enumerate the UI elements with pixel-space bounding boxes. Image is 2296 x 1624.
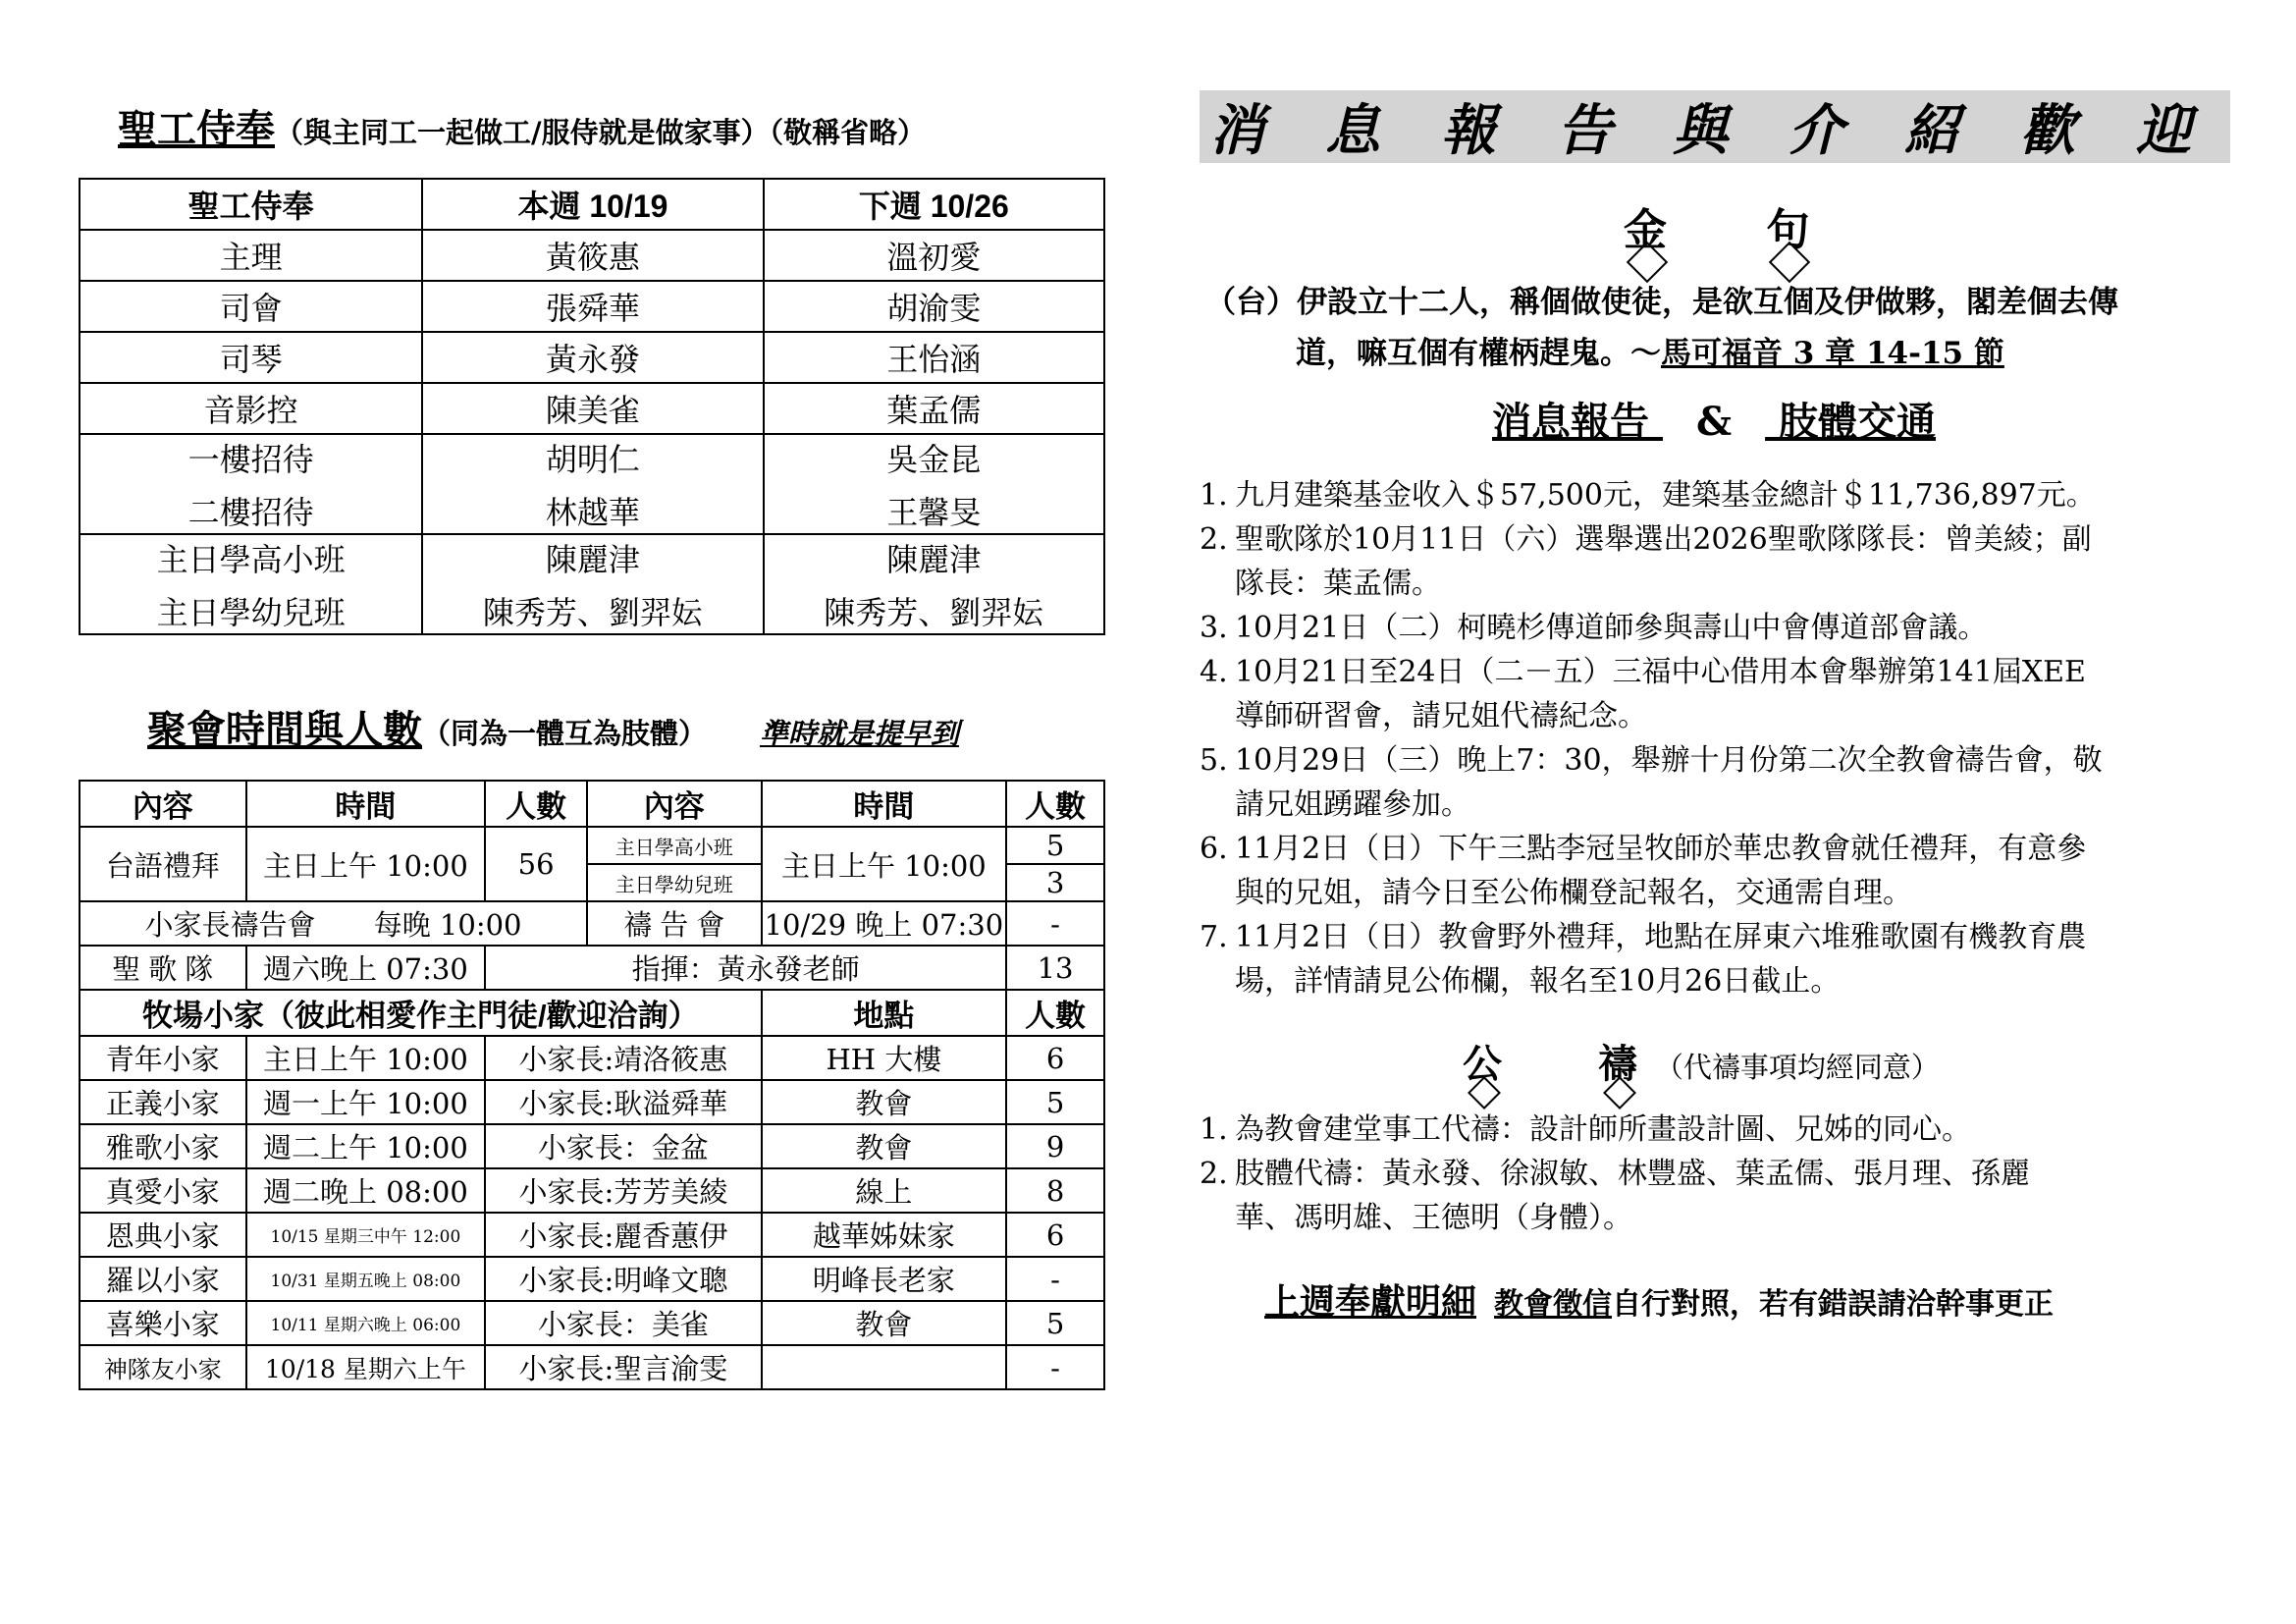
table-row — [80, 1080, 1104, 1124]
banner-char: 報 — [1441, 98, 1496, 163]
banner-char: 與 — [1673, 98, 1728, 163]
role-ss-high: 主日學高小班 — [156, 542, 346, 577]
this-week: 黃筱惠 — [422, 230, 763, 281]
table-row — [80, 827, 1104, 864]
item-line: 10月29日（三）晚上7：30，舉辦十月份第二次全教會禱告會，敬 — [1235, 743, 2103, 778]
group-place: 越華姊妹家 — [762, 1213, 1007, 1257]
role: 司會 — [80, 281, 422, 332]
choir-count: 13 — [1006, 946, 1104, 990]
group-time: 10/11 星期六晚上 06:00 — [246, 1301, 486, 1345]
news-list — [1200, 473, 2240, 1003]
group-name: 雅歌小家 — [80, 1124, 246, 1168]
table-row — [80, 1345, 1104, 1389]
group-time: 主日上午 10:00 — [246, 1036, 486, 1080]
item-number: 4. — [1200, 655, 1228, 689]
group-time: 10/15 星期三中午 12:00 — [246, 1213, 486, 1257]
this-week — [422, 434, 763, 534]
group-count: 5 — [1006, 1080, 1104, 1124]
group-leader: 小家長：美雀 — [485, 1301, 761, 1345]
group-name: 羅以小家 — [80, 1257, 246, 1301]
banner — [1200, 90, 2230, 163]
group-time: 10/18 星期六上午 — [246, 1345, 486, 1389]
group-place: 線上 — [762, 1168, 1007, 1213]
banner-char: 迎 — [2136, 98, 2191, 163]
next-1f: 吳金昆 — [886, 442, 982, 477]
item-line: 11月2日（日）教會野外禮拜，地點在屏東六堆雅歌園有機教育農 — [1235, 920, 2087, 954]
next-week: 溫初愛 — [764, 230, 1104, 281]
ministry-table — [79, 178, 1105, 635]
this-week: 陳美雀 — [422, 383, 763, 434]
col-content-2: 內容 — [587, 781, 762, 827]
banner-char: 告 — [1557, 98, 1612, 163]
table-row — [80, 1213, 1104, 1257]
list-item — [1200, 827, 2240, 915]
this-ss-high: 陳麗津 — [545, 542, 640, 577]
role — [80, 534, 422, 634]
next-week: 王怡涵 — [764, 332, 1104, 383]
next-week: 胡渝雯 — [764, 281, 1104, 332]
list-item — [1200, 1108, 2240, 1152]
role: 司琴 — [80, 332, 422, 383]
offering-rest: 自行對照，若有錯誤請洽幹事更正 — [1612, 1287, 2055, 1322]
col-time-2: 時間 — [762, 781, 1007, 827]
leaders-prayer-name: 小家長禱告會 — [144, 910, 316, 942]
prayer-meeting-count: - — [1006, 901, 1104, 946]
meetings-motto: 準時就是提早到 — [759, 717, 959, 750]
list-item — [1200, 738, 2240, 827]
group-count: 6 — [1006, 1036, 1104, 1080]
item-line: 請兄姐踴躍參加。 — [1235, 787, 1470, 822]
prayer-title-char: 禱 — [1598, 1033, 1637, 1089]
group-count: 8 — [1006, 1168, 1104, 1213]
next-ss-kids: 陳秀芳、劉羿妘 — [824, 595, 1044, 630]
taiwanese-count: 56 — [485, 827, 587, 901]
role-ss-kids: 主日學幼兒班 — [156, 595, 346, 630]
item-line: 導師研習會，請兄姐代禱紀念。 — [1235, 699, 1647, 733]
item-number: 2. — [1200, 522, 1228, 557]
prayer-meeting-time: 10/29 晚上 07:30 — [762, 901, 1007, 946]
next-week — [764, 434, 1104, 534]
this-week — [422, 534, 763, 634]
col-count-2: 人數 — [1006, 781, 1104, 827]
this-2f: 林越華 — [545, 495, 640, 530]
group-name: 恩典小家 — [80, 1213, 246, 1257]
table-row — [80, 1257, 1104, 1301]
list-item — [1200, 915, 2240, 1003]
item-line: 10月21日至24日（二－五）三福中心借用本會舉辦第141屆XEE — [1235, 655, 2086, 689]
group-leader: 小家長:芳芳美綾 — [485, 1168, 761, 1213]
table-row — [80, 383, 1104, 434]
groups-header-row — [80, 990, 1104, 1036]
leaders-prayer — [80, 901, 587, 946]
prayer-title — [1463, 1033, 1940, 1089]
col-role: 聖工侍奉 — [80, 179, 422, 230]
meetings-header-row — [80, 781, 1104, 827]
group-name: 神隊友小家 — [80, 1345, 246, 1389]
item-line: 與的兄姐，請今日至公佈欄登記報名，交通需自理。 — [1235, 876, 1912, 910]
item-line: 九月建築基金收入＄57,500元，建築基金總計＄11,736,897元。 — [1235, 478, 2096, 513]
item-number: 3. — [1200, 611, 1228, 645]
group-leader: 小家長:麗香蕙伊 — [485, 1213, 761, 1257]
groups-title: 牧場小家（彼此相愛作主門徒/歡迎洽詢） — [80, 990, 762, 1036]
ministry-title: 聖工侍奉 — [118, 106, 275, 152]
ministry-header-row — [80, 179, 1104, 230]
golden-verse-text — [1205, 277, 2118, 379]
next-2f: 王馨旻 — [886, 495, 982, 530]
group-place — [762, 1345, 1007, 1389]
news-title-amp: & — [1695, 399, 1733, 445]
table-row — [80, 1124, 1104, 1168]
next-week: 葉孟儒 — [764, 383, 1104, 434]
meetings-title: 聚會時間與人數 — [147, 707, 422, 753]
group-count: 5 — [1006, 1301, 1104, 1345]
this-ss-kids: 陳秀芳、劉羿妘 — [482, 595, 703, 630]
item-line: 聖歌隊於10月11日（六）選舉選出2026聖歌隊隊長：曾美綾；副 — [1235, 522, 2092, 557]
item-number: 7. — [1200, 920, 1228, 954]
group-count: 6 — [1006, 1213, 1104, 1257]
group-place: HH 大樓 — [762, 1036, 1007, 1080]
table-row — [80, 332, 1104, 383]
table-row — [80, 1168, 1104, 1213]
prayer-list — [1200, 1108, 2240, 1240]
group-count: - — [1006, 1257, 1104, 1301]
item-line: 11月2日（日）下午三點李冠呈牧師於華忠教會就任禮拜，有意參 — [1235, 832, 2087, 866]
list-item — [1200, 650, 2240, 738]
meetings-table — [79, 780, 1105, 1390]
ss-high-name: 主日學高小班 — [587, 827, 762, 864]
golden-verse-line-2-text: 道，嘛互個有權柄趕鬼。～ — [1296, 336, 1661, 371]
group-leader: 小家長：金盆 — [485, 1124, 761, 1168]
this-week: 黃永發 — [422, 332, 763, 383]
prayer-meeting: 禱 告 會 — [587, 901, 762, 946]
table-row — [80, 434, 1104, 534]
group-place: 教會 — [762, 1124, 1007, 1168]
group-count: - — [1006, 1345, 1104, 1389]
prayer-title-char: 公 — [1463, 1033, 1502, 1089]
group-time: 週二上午 10:00 — [246, 1124, 486, 1168]
col-time: 時間 — [246, 781, 486, 827]
group-name: 喜樂小家 — [80, 1301, 246, 1345]
offering-line — [1264, 1274, 2054, 1325]
choir-conductor: 指揮：黃永發老師 — [485, 946, 1006, 990]
item-line: 隊長：葉孟儒。 — [1235, 567, 1441, 601]
group-name: 青年小家 — [80, 1036, 246, 1080]
col-next-week: 下週 10/26 — [764, 179, 1104, 230]
prayer-note: （代禱事項均經同意） — [1654, 1051, 1940, 1084]
golden-verse-char: 金 — [1618, 194, 1673, 257]
banner-char: 消 — [1209, 98, 1264, 163]
golden-verse-title — [1618, 194, 1819, 257]
this-1f: 胡明仁 — [545, 442, 640, 477]
news-title-a: 消息報告 — [1492, 399, 1649, 445]
item-line: 10月21日（二）柯曉杉傳道師參與壽山中會傳道部會議。 — [1235, 611, 1988, 645]
next-week — [764, 534, 1104, 634]
choir: 聖 歌 隊 — [80, 946, 246, 990]
taiwanese-service: 台語禮拜 — [80, 827, 246, 901]
role-1f: 一樓招待 — [187, 442, 314, 477]
group-name: 正義小家 — [80, 1080, 246, 1124]
news-title — [1492, 391, 1936, 447]
item-line: 場，詳情請見公佈欄，報名至10月26日截止。 — [1235, 964, 1841, 999]
item-line: 為教會建堂事工代禱：設計師所畫設計圖、兄姊的同心。 — [1235, 1112, 1971, 1147]
ss-time: 主日上午 10:00 — [762, 827, 1007, 901]
list-item — [1200, 473, 2240, 517]
col-group-count: 人數 — [1006, 990, 1104, 1036]
ministry-heading — [118, 98, 926, 154]
group-leader: 小家長:耿溢舜華 — [485, 1080, 761, 1124]
banner-char: 息 — [1325, 98, 1380, 163]
this-week: 張舜華 — [422, 281, 763, 332]
role — [80, 434, 422, 534]
role-2f: 二樓招待 — [187, 495, 314, 530]
col-place: 地點 — [762, 990, 1007, 1036]
table-row — [80, 230, 1104, 281]
ss-kids-count: 3 — [1006, 864, 1104, 901]
col-content: 內容 — [80, 781, 246, 827]
golden-verse-line-1: （台）伊設立十二人，稱個做使徒，是欲互個及伊做夥，閣差個去傳 — [1205, 285, 2118, 320]
group-place: 明峰長老家 — [762, 1257, 1007, 1301]
news-title-b: 肢體交通 — [1779, 399, 1936, 445]
choir-time: 週六晚上 07:30 — [246, 946, 486, 990]
golden-verse-reference: 馬可福音 3 章 14-15 節 — [1661, 336, 2004, 371]
offering-title: 上週奉獻明細 — [1264, 1281, 1477, 1323]
group-leader: 小家長:明峰文聰 — [485, 1257, 761, 1301]
ministry-subtitle: （與主同工一起做工/服侍就是做家事）（敬稱省略） — [275, 116, 927, 149]
item-number: 6. — [1200, 832, 1228, 866]
role: 音影控 — [80, 383, 422, 434]
list-item — [1200, 1152, 2240, 1240]
group-place: 教會 — [762, 1080, 1007, 1124]
table-row — [80, 534, 1104, 634]
col-count: 人數 — [485, 781, 587, 827]
ss-high-count: 5 — [1006, 827, 1104, 864]
meetings-subtitle: （同為一體互為肢體） — [422, 717, 708, 750]
group-time: 週二晚上 08:00 — [246, 1168, 486, 1213]
list-item — [1200, 517, 2240, 606]
banner-char: 介 — [1789, 98, 1843, 163]
next-ss-high: 陳麗津 — [886, 542, 982, 577]
table-row — [80, 901, 1104, 946]
item-number: 1. — [1200, 478, 1228, 513]
golden-verse-char: 句 — [1760, 194, 1815, 257]
group-time: 週一上午 10:00 — [246, 1080, 486, 1124]
group-leader: 小家長:聖言渝雯 — [485, 1345, 761, 1389]
item-line: 肢體代禱：黃永發、徐淑敏、林豐盛、葉孟儒、張月理、孫麗 — [1235, 1157, 2030, 1191]
offering-link[interactable]: 教會徵信 — [1494, 1287, 1613, 1322]
table-row — [80, 1036, 1104, 1080]
group-leader: 小家長:靖洛筱惠 — [485, 1036, 761, 1080]
leaders-prayer-time: 每晚 10:00 — [373, 908, 522, 942]
table-row — [80, 1301, 1104, 1345]
role: 主理 — [80, 230, 422, 281]
col-this-week: 本週 10/19 — [422, 179, 763, 230]
golden-verse-line-2 — [1205, 328, 2118, 379]
banner-char: 紹 — [1904, 98, 1959, 163]
ss-kids-name: 主日學幼兒班 — [587, 864, 762, 901]
taiwanese-time: 主日上午 10:00 — [246, 827, 486, 901]
list-item — [1200, 606, 2240, 650]
group-time: 10/31 星期五晚上 08:00 — [246, 1257, 486, 1301]
meetings-heading — [147, 699, 959, 755]
item-number: 2. — [1200, 1157, 1228, 1191]
item-number: 5. — [1200, 743, 1228, 778]
group-place: 教會 — [762, 1301, 1007, 1345]
group-name: 真愛小家 — [80, 1168, 246, 1213]
banner-char: 歡 — [2020, 98, 2075, 163]
table-row — [80, 281, 1104, 332]
table-row — [80, 946, 1104, 990]
group-count: 9 — [1006, 1124, 1104, 1168]
item-number: 1. — [1200, 1112, 1228, 1147]
item-line: 華、馮明雄、王德明（身體）。 — [1235, 1201, 1632, 1235]
